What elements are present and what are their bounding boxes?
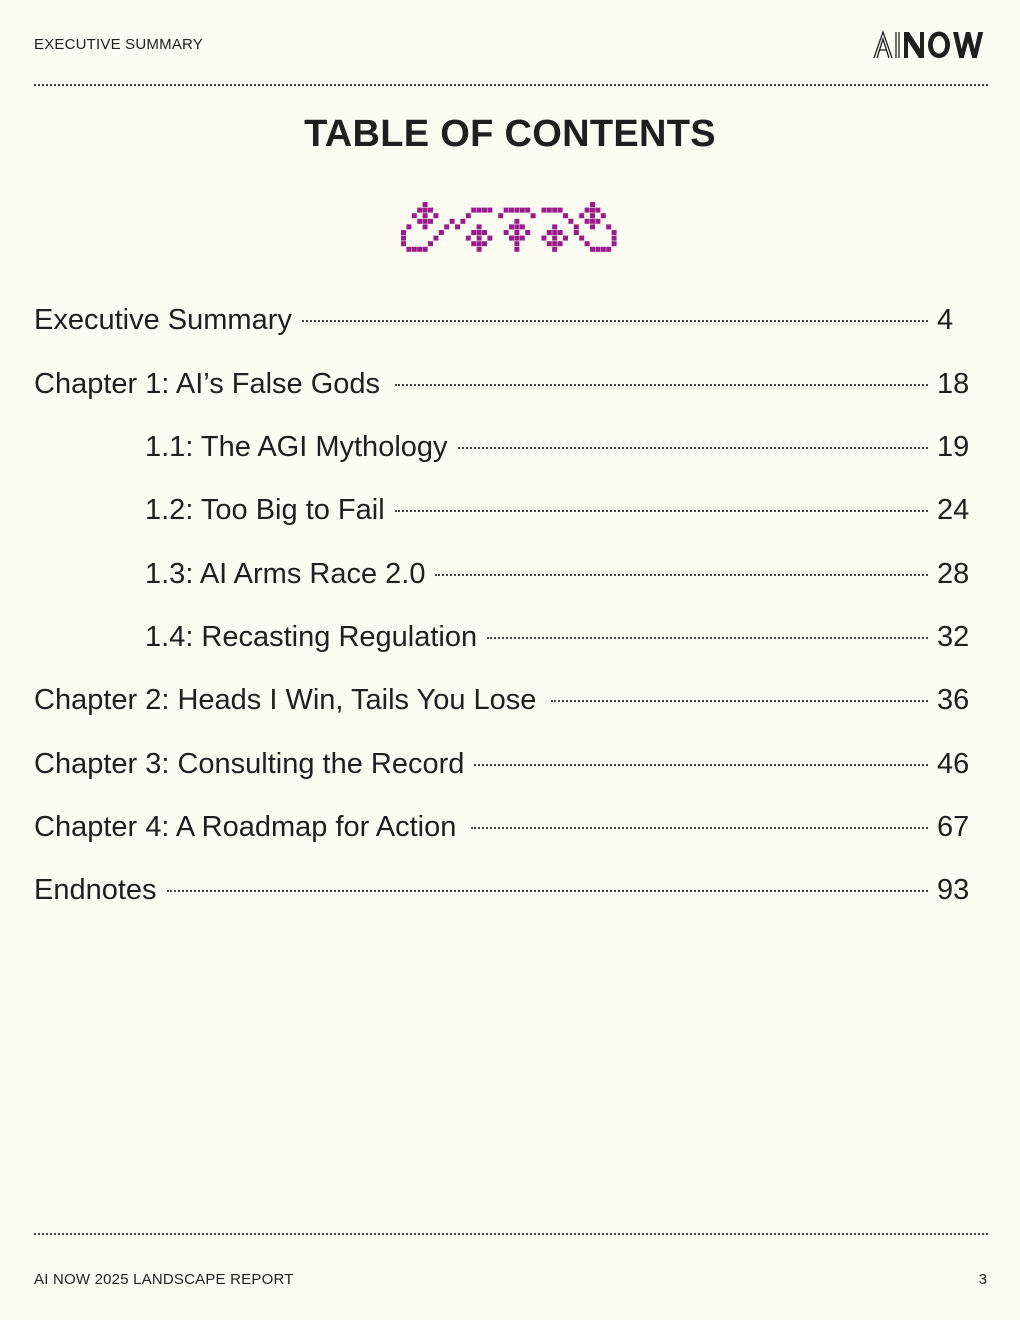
toc-entry-executive-summary[interactable] (34, 304, 974, 344)
toc-leader-dots (471, 827, 928, 829)
toc-entry-section-1-3[interactable] (145, 558, 974, 598)
toc-entry-section-1-4[interactable] (145, 621, 974, 661)
toc-leader-dots (487, 637, 928, 639)
toc-entry-page: 18 (937, 368, 970, 400)
toc-entry-label: 1.1: The AGI Mythology (145, 431, 448, 463)
toc-entry-label: Chapter 2: Heads I Win, Tails You Lose (34, 684, 537, 716)
footer-divider (34, 1233, 988, 1235)
toc-entry-label: Chapter 1: AI’s False Gods (34, 368, 381, 400)
toc-entry-page: 93 (937, 874, 970, 906)
toc-entry-chapter-2[interactable] (34, 684, 974, 724)
toc-entry-page: 28 (937, 558, 970, 590)
toc-entry-page: 4 (937, 304, 954, 336)
toc-entry-page: 36 (937, 684, 970, 716)
toc-leader-dots (302, 320, 928, 322)
toc-entry-page: 67 (937, 811, 970, 843)
toc-entry-section-1-1[interactable] (145, 431, 974, 471)
toc-entry-endnotes[interactable] (34, 874, 974, 914)
page-title: TABLE OF CONTENTS (304, 113, 716, 155)
toc-entry-label: Endnotes (34, 874, 157, 906)
toc-entry-chapter-3[interactable] (34, 748, 974, 788)
toc-leader-dots (395, 384, 928, 386)
running-footer: AI NOW 2025 LANDSCAPE REPORT (34, 1271, 294, 1288)
page-number: 3 (978, 1271, 987, 1288)
toc-entry-chapter-1[interactable] (34, 368, 974, 408)
toc-leader-dots (474, 764, 928, 766)
toc-leader-dots (435, 574, 928, 576)
toc-entry-page: 24 (937, 494, 970, 526)
toc-leader-dots (167, 890, 928, 892)
toc-entry-label: Executive Summary (34, 304, 292, 336)
toc-leader-dots (395, 510, 928, 512)
toc-entry-label: Chapter 3: Consulting the Record (34, 748, 465, 780)
toc-entry-page: 19 (937, 431, 970, 463)
toc-entry-section-1-2[interactable] (145, 494, 974, 534)
toc-entry-label: Chapter 4: A Roadmap for Action (34, 811, 457, 843)
toc-entry-page: 46 (937, 748, 970, 780)
toc-entry-label: 1.3: AI Arms Race 2.0 (145, 558, 426, 590)
toc-leader-dots (551, 700, 928, 702)
toc-entry-page: 32 (937, 621, 970, 653)
toc-entry-label: 1.2: Too Big to Fail (145, 494, 385, 526)
toc-leader-dots (458, 447, 928, 449)
toc-entry-label: 1.4: Recasting Regulation (145, 621, 478, 653)
running-header: EXECUTIVE SUMMARY (34, 36, 203, 53)
toc-entry-chapter-4[interactable] (34, 811, 974, 851)
